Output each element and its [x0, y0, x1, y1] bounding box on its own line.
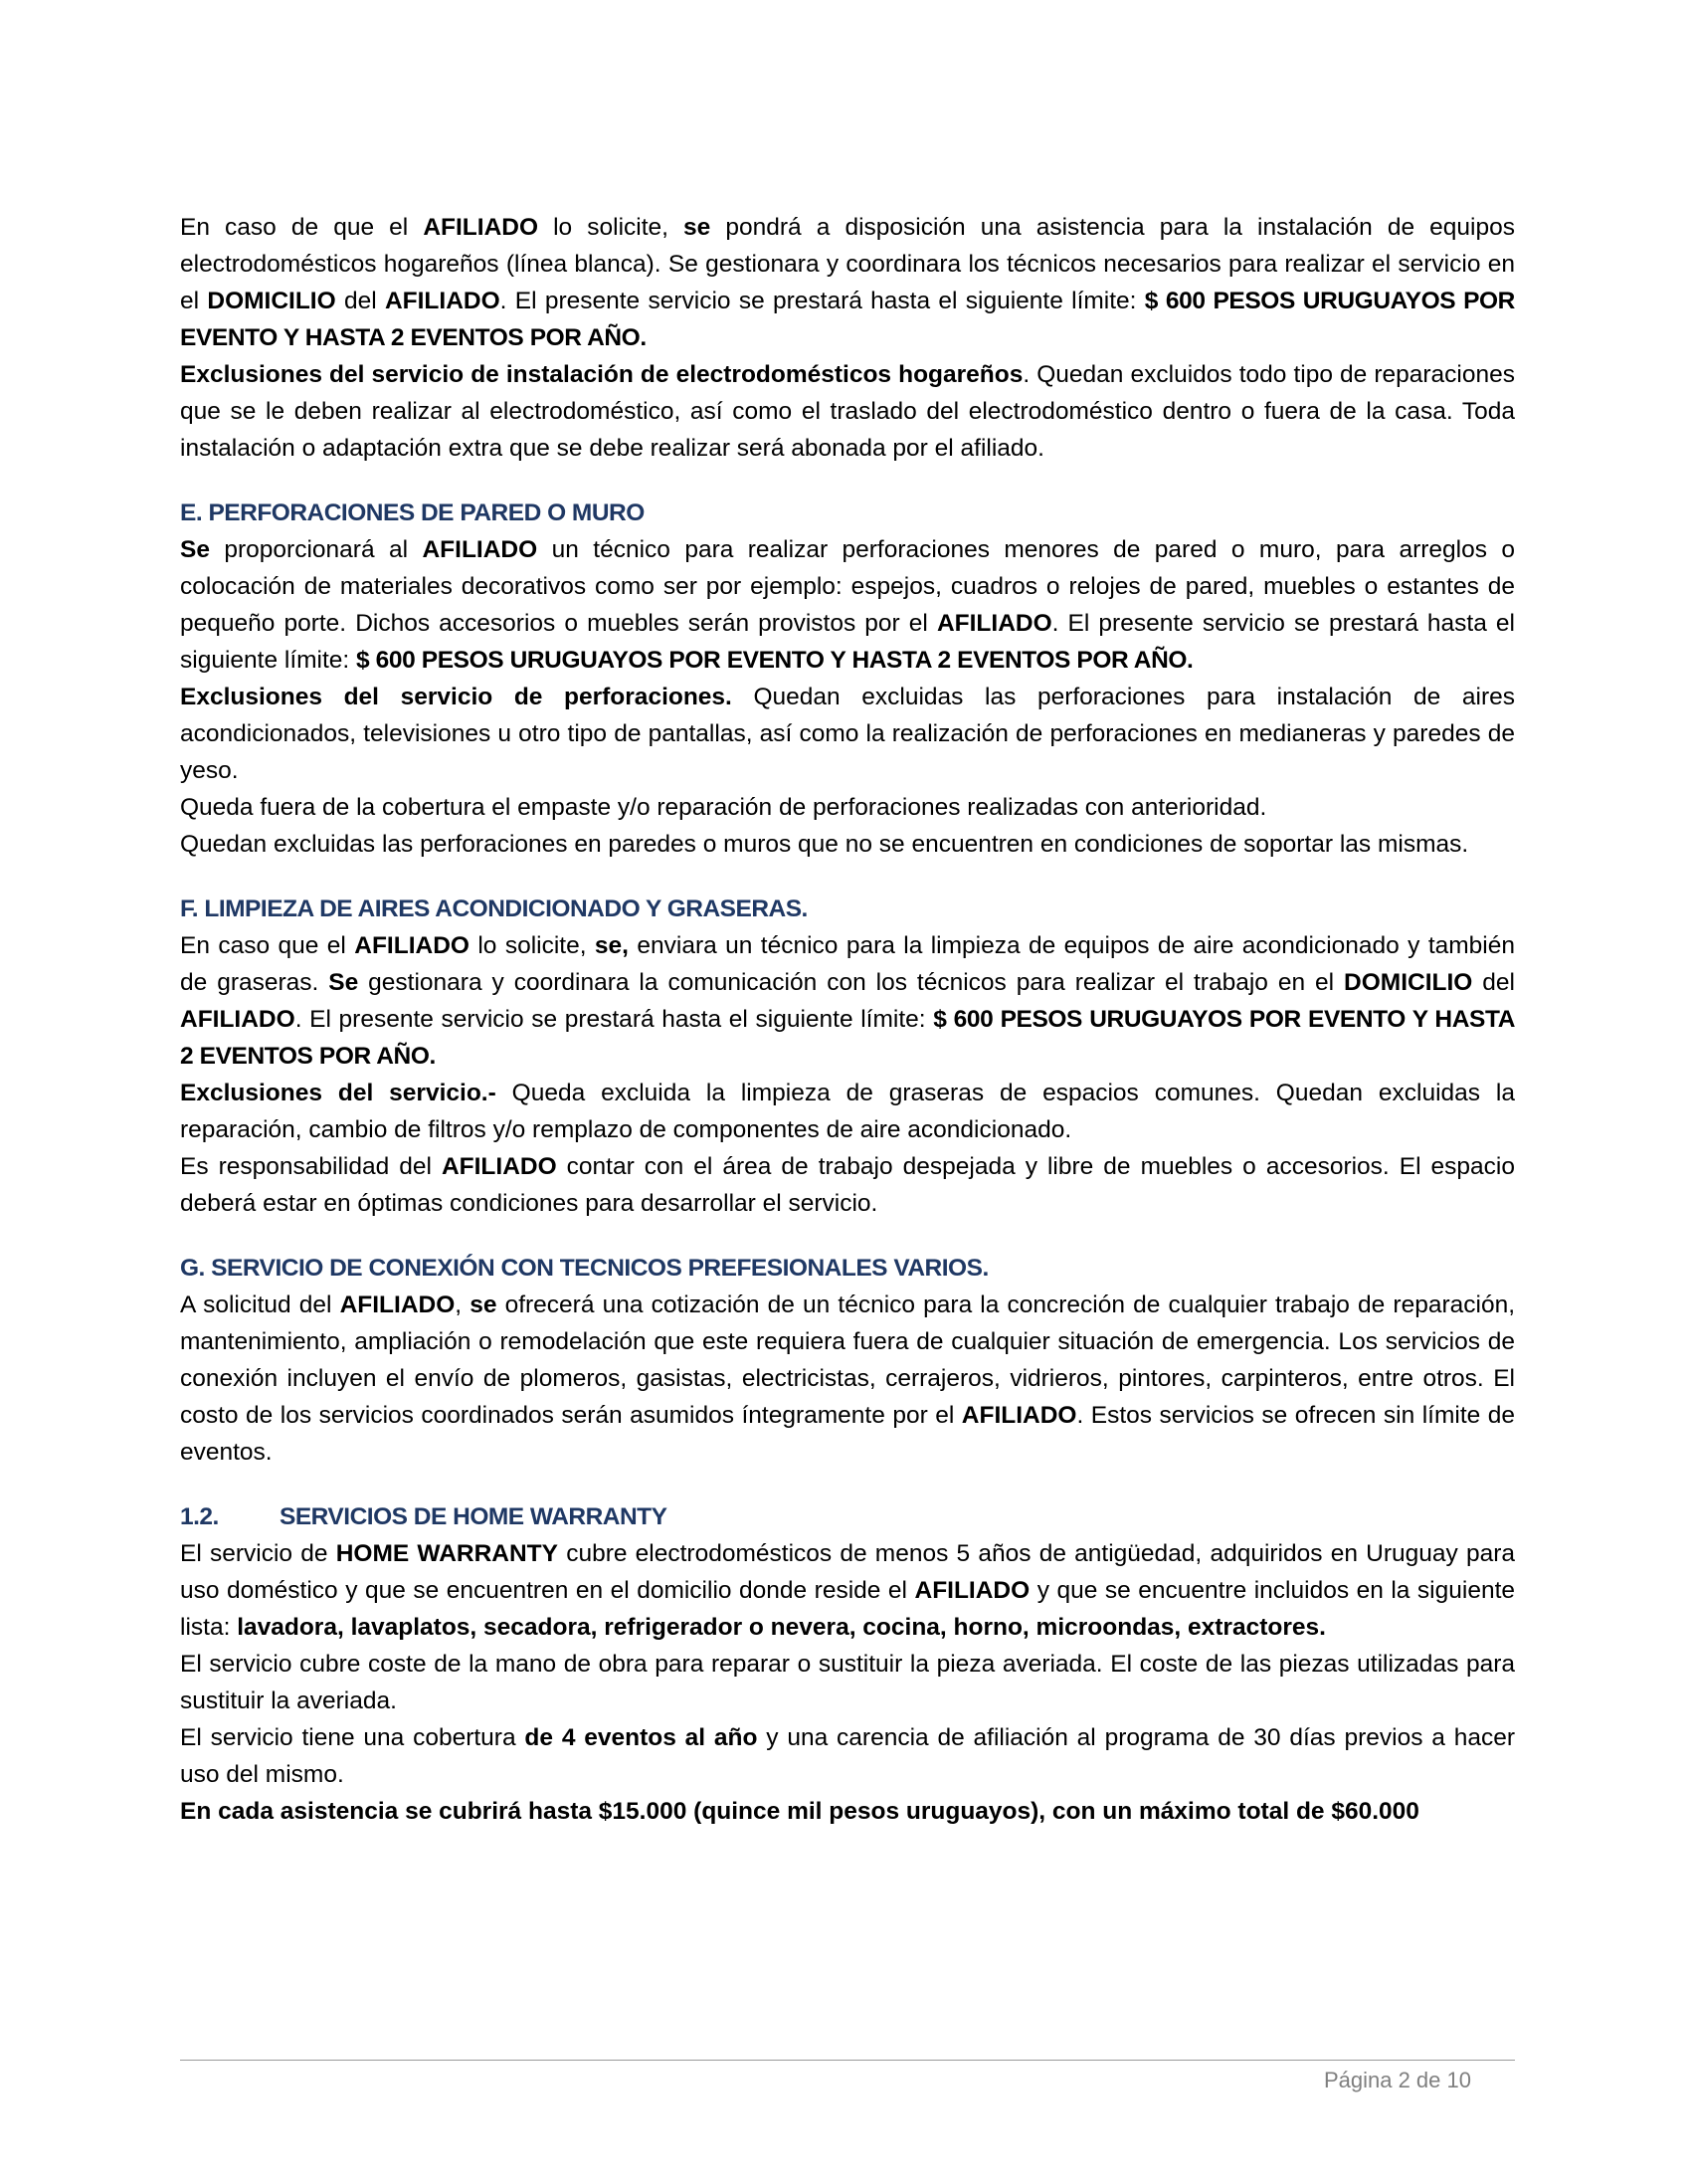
page-number: Página 2 de 10 — [1323, 2068, 1471, 2092]
footer-divider — [180, 2060, 1515, 2061]
paragraph: Exclusiones del servicio.- Queda excluida la limpieza de graseras de espacios comunes. Quedan excluidas la reparación, cambio de filtros y/o remplazo de componentes de aire acondicionado. — [180, 1080, 1515, 1143]
paragraph: El servicio cubre coste de la mano de obra para reparar o sustituir la pieza averiada. El coste de las piezas utilizadas para sustituir la averiada. — [180, 1651, 1515, 1714]
section-heading-e: E. PERFORACIONES DE PARED O MURO — [180, 499, 645, 526]
document-body — [180, 209, 1515, 1830]
section-heading-f: F. LIMPIEZA DE AIRES ACONDICIONADO Y GRASERAS. — [180, 895, 808, 922]
paragraph: Es responsabilidad del AFILIADO contar con el área de trabajo despejada y libre de muebles o accesorios. El espacio deberá estar en óptimas condiciones para desarrollar el servicio. — [180, 1153, 1516, 1217]
section-heading-1-2 — [180, 1498, 1515, 1535]
paragraph: Quedan excluidas las perforaciones en paredes o muros que no se encuentren en condiciones de soportar las mismas. — [180, 831, 1469, 858]
paragraph: A solicitud del AFILIADO, se ofrecerá una cotización de un técnico para la concreción de cualquier trabajo de reparación, mantenimiento, ampliación o remodelación que este requiera fuera de cualquier situación de emergencia. Los servicios de conexión incluyen el envío de plomeros, gasistas, electricistas, cerrajeros, vidrieros, pintores, carpinteros, entre otros. El costo de los servicios coordinados serán asumidos íntegramente por el AFILIADO. Estos servicios se ofrecen sin límite de eventos. — [180, 1291, 1516, 1466]
paragraph: El servicio de HOME WARRANTY cubre electrodomésticos de menos 5 años de antigüedad, adquiridos en Uruguay para uso doméstico y que se encuentren en el domicilio donde reside el AFILIADO y que se encuentre incluidos en la siguiente lista: lavadora, lavaplatos, secadora, refrigerador o nevera, cocina, horno, microondas, extractores. — [180, 1540, 1516, 1641]
paragraph: En caso que el AFILIADO lo solicite, se, enviara un técnico para la limpieza de equipos de aire acondicionado y también de graseras. Se gestionara y coordinara la comunicación con los técnicos para realizar el trabajo en el DOMICILIO del AFILIADO. El presente servicio se prestará hasta el siguiente límite: $ 600 PESOS URUGUAYOS POR EVENTO Y HASTA 2 EVENTOS POR AÑO. — [180, 932, 1515, 1070]
paragraph: Exclusiones del servicio de perforaciones. Quedan excluidas las perforaciones para instalación de aires acondicionados, televisiones u otro tipo de pantallas, así como la realización de perforaciones en medianeras y paredes de yeso. — [180, 684, 1516, 784]
paragraph: El servicio tiene una cobertura de 4 eventos al año y una carencia de afiliación al programa de 30 días previos a hacer uso del mismo. — [180, 1724, 1516, 1788]
paragraph: Se proporcionará al AFILIADO un técnico para realizar perforaciones menores de pared o muro, para arreglos o colocación de materiales decorativos como ser por ejemplo: espejos, cuadros o relojes de pared, muebles o estantes de pequeño porte. Dichos accesorios o muebles serán provistos por el AFILIADO. El presente servicio se prestará hasta el siguiente límite: $ 600 PESOS URUGUAYOS POR EVENTO Y HASTA 2 EVENTOS POR AÑO. — [180, 536, 1516, 674]
paragraph: Queda fuera de la cobertura el empaste y/o reparación de perforaciones realizadas con anterioridad. — [180, 794, 1267, 821]
section-number: 1.2. — [180, 1503, 219, 1530]
section-heading-g: G. SERVICIO DE CONEXIÓN CON TECNICOS PREFESIONALES VARIOS. — [180, 1255, 989, 1282]
paragraph: En caso de que el AFILIADO lo solicite, se pondrá a disposición una asistencia para la instalación de equipos electrodomésticos hogareños (línea blanca). Se gestionara y coordinara los técnicos necesarios para realizar el servicio en el DOMICILIO del AFILIADO. El presente servicio se prestará hasta el siguiente límite: $ 600 PESOS URUGUAYOS POR EVENTO Y HASTA 2 EVENTOS POR AÑO. — [180, 214, 1515, 351]
section-title: SERVICIOS DE HOME WARRANTY — [280, 1503, 667, 1530]
paragraph: Exclusiones del servicio de instalación de electrodomésticos hogareños. Quedan excluidos todo tipo de reparaciones que se le deben realizar al electrodoméstico, así como el traslado del electrodoméstico dentro o fuera de la casa. Toda instalación o adaptación extra que se debe realizar será abonada por el afiliado. — [180, 361, 1515, 462]
paragraph: En cada asistencia se cubrirá hasta $15.000 (quince mil pesos uruguayos), con un máximo total de $60.000 — [180, 1798, 1419, 1825]
